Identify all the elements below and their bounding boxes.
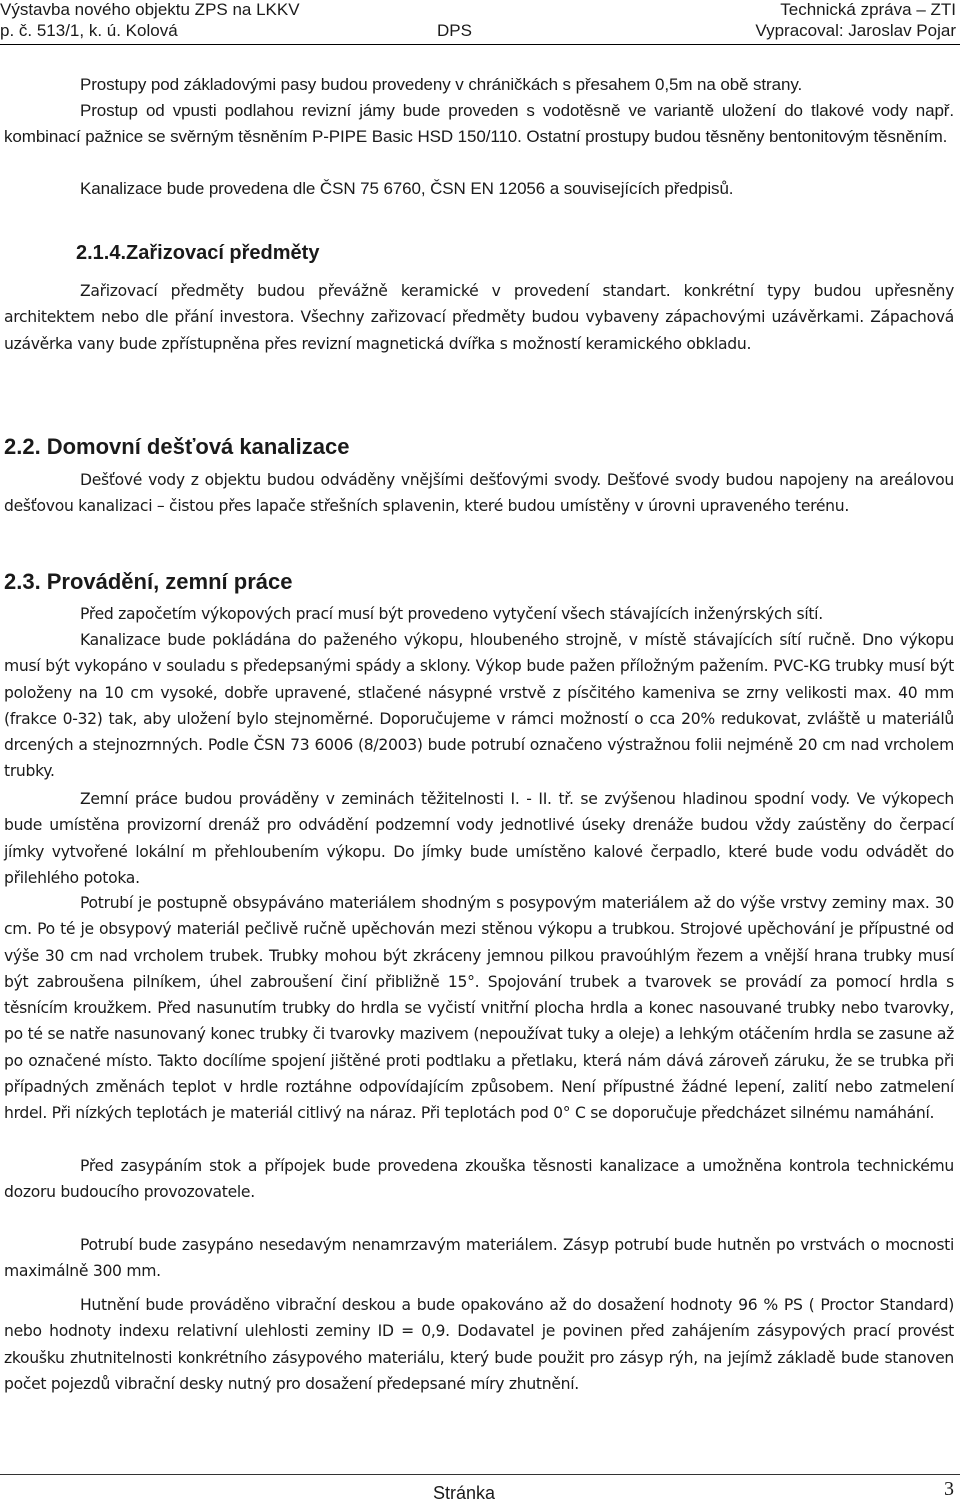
section-heading-2-3 [4,568,292,596]
section-heading-2-1-4 [76,240,319,266]
section-2-3-paragraph-6: Potrubí bude zasypáno nesedavým nenamrzavým materiálem. Zásyp potrubí bude hutněn po vrstvách o mocnosti maximálně 300 mm. [4,1236,954,1281]
intro-paragraph-3: Kanalizace bude provedena dle ČSN 75 6760, ČSN EN 12056 a souvisejících předpisů. [80,179,734,198]
section-number: 2.1.4. [76,242,127,264]
section-2-3-paragraph-1: Před započetím výkopových prací musí být provedeno vytyčení všech stávajících inženýrských sítí. [80,605,823,623]
header-stage: DPS [437,21,472,40]
header-author: Vypracoval: Jaroslav Pojar [755,21,956,40]
header-report-type: Technická zpráva – ZTI [780,0,956,19]
section-number: 2.3. [4,569,41,594]
section-title: Provádění, zemní práce [46,569,293,594]
footer-page-label: Stránka [433,1483,496,1503]
section-2-2-body: Dešťové vody z objektu budou odváděny vnějšími dešťovými svody. Dešťové svody budou napojeny na areálovou dešťovou kanalizaci – čistou přes lapače střešních splavenin, které budou umístěny v úrovni upraveného terénu. [4,471,954,516]
section-2-3-paragraph-5: Před zasypáním stok a přípojek bude provedena zkouška těsnosti kanalizace a umožněna kontrola technickému dozoru budoucího provozovatele. [4,1157,954,1202]
header-parcel: p. č. 513/1, k. ú. Kolová [0,21,178,40]
section-2-1-4-body: Zařizovací předměty budou převážně keramické v provedení standart. konkrétní typy budou upřesněny architektem nebo dle přání investora. Všechny zařizovací předměty budou vybaveny zápachovými uzávěrkami. Zápachová uzávěrka vany bude zpřístupněna přes revizní magnetická dvířka s možností keramického obkladu. [4,282,954,353]
section-number: 2.2. [4,434,41,459]
section-2-3-paragraph-4: Potrubí je postupně obsypáváno materiálem shodným s posypovým materiálem až do výše vrstvy zeminy max. 30 cm. Po té je obsypový materiál pečlivě ručně upěchován mezi stěnou výkopu a trubkou. Strojové upěchování je přípustné od výše 30 cm nad vrcholem trubek. Trubky mohou být zkráceny jemnou pilkou pravoúhlým řezem a vnější hrana trubky musí být zabroušena pilníkem, úhel zabroušení činí přibližně 15°. Spojování trubek a tvarovek se provádí za pomocí hrdla s těsnícím kroužkem. Před nasunutím trubky do hrdla se vyčistí vnitřní plocha hrdla a konec nasouvané trubky nebo tvarovky, po té se natře nasunovaný konec trubky či tvarovky mazivem (nepoužívat tuky a oleje) a lehkým otáčením hrdla se zasune až po označené místo. Takto docílíme spojení jištěné proti podtlaku a přetlaku, která nám dává zároveň záruku, že se trubka při případných změnách teplot v hrdle roztáhne odpovídajícím způsobem. Není přípustné žádné lepení, zalití nebo zatmelení hrdel. Při nízkých teplotách je materiál citlivý na náraz. Při teplotách pod 0° C se doporučuje předcházet silnému namáhání. [4,894,954,1123]
footer-divider [0,1474,960,1475]
section-heading-2-2 [4,433,349,461]
header-project-title: Výstavba nového objektu ZPS na LKKV [0,0,300,19]
section-2-3-paragraph-7: Hutnění bude prováděno vibrační deskou a bude opakováno až do dosažení hodnoty 96 % PS ( Proctor Standard) nebo hodnoty indexu relativní ulehlosti zeminy ID = 0,9. Dodavatel je povinen před zahájením zásypových prací provést zkoušku zhutnitelnosti konkrétního zásypového materiálu, který bude použit pro zásyp rýh, na jejímž základě bude stanoven počet pojezdů vibrační desky nutný pro dosažení předepsané míry zhutnění. [4,1296,954,1393]
section-title: Domovní dešťová kanalizace [46,434,350,459]
intro-paragraph-1: Prostupy pod základovými pasy budou provedeny v chráničkách s přesahem 0,5m na obě strany. [80,75,803,94]
intro-paragraph-2: Prostup od vpusti podlahou revizní jámy bude proveden s vodotěsně ve variantě uložení do tlakové vody např. kombinací pažnice se svěrným těsněním P-PIPE Basic HSD 150/110. Ostatní prostupy budou těsněny bentonitovým těsněním. [4,101,954,147]
section-2-3-paragraph-2: Kanalizace bude pokládána do paženého výkopu, hloubeného strojně, v místě stávajících sítí ručně. Dno výkopu musí být vykopáno v souladu s předepsanými spády a sklony. Výkop bude pažen příložným pažením. PVC-KG trubky musí být položeny na 10 cm vysoké, dobře upravené, stlačené násypné vrstvě z písčitého kameniva se zrny velikosti max. 40 mm (frakce 0-32) tak, aby uložení bylo stejnoměrné. Doporučujeme v rámci možností o cca 20% redukovat, zvláště u materiálů drcených a stejnozrnných. Podle ČSN 73 6006 (8/2003) bude potrubí označeno výstražnou folii nejméně 20 cm nad vrcholem trubky. [4,631,954,781]
footer-page-number: 3 [944,1478,954,1500]
page-header [0,0,960,44]
section-2-3-paragraph-3: Zemní práce budou prováděny v zeminách těžitelnosti I. - II. tř. se zvýšenou hladinou spodní vody. Ve výkopech bude umístěna provizorní drenáž pro odvádění podzemní vody jednotlivé úseky drenáže budou vždy zaústěny do čerpací jímky vytvořené lokální m přehloubením výkopu. Do jímky bude umístěno kalové čerpadlo, které bude vodu odvádět do přilehlého potoka. [4,790,954,887]
section-title: Zařizovací předměty [126,242,320,264]
header-divider [0,44,960,45]
